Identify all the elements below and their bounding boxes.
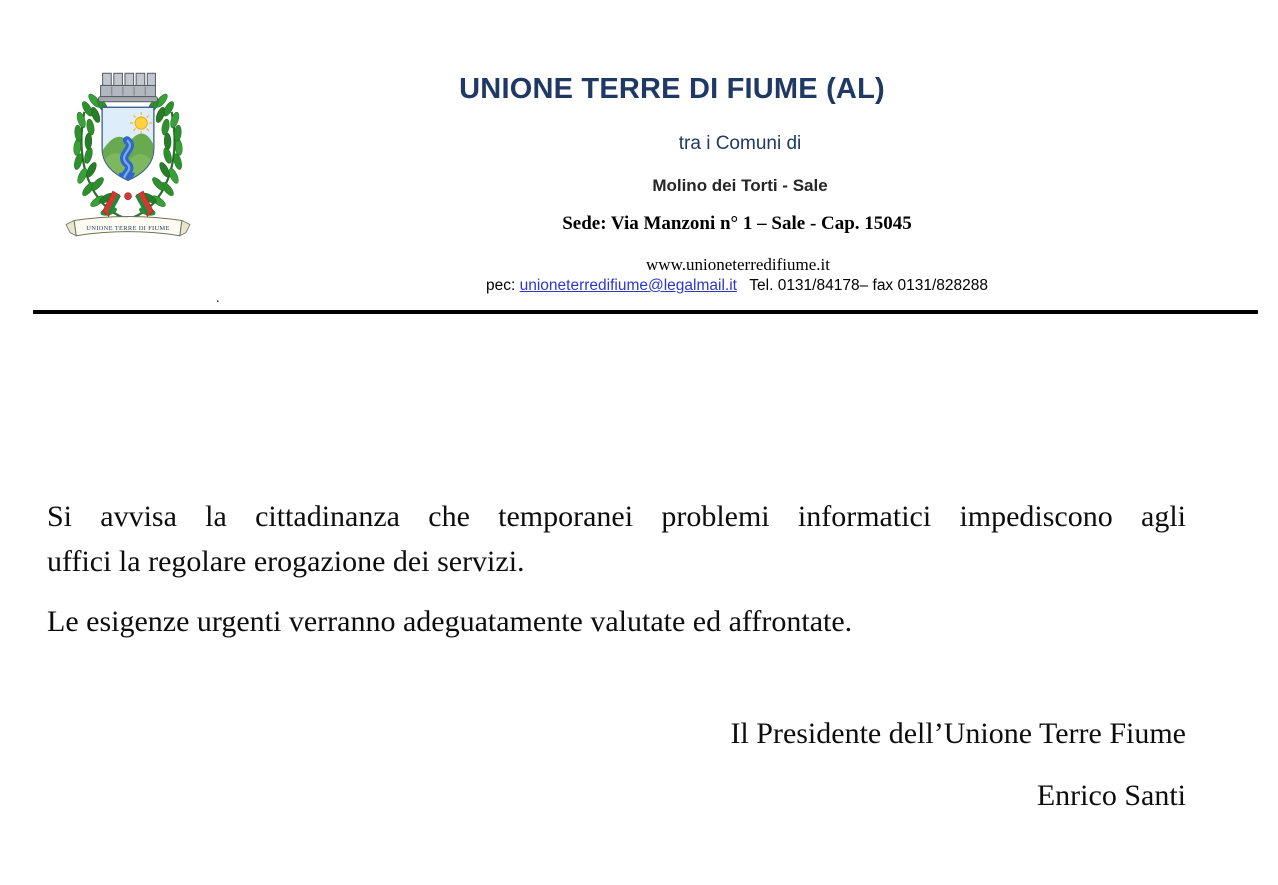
stray-dot: . — [216, 291, 220, 306]
pec-email-link[interactable]: unioneterredifiume@legalmail.it — [519, 277, 737, 294]
signature-name: Enrico Santi — [1036, 779, 1186, 812]
signature-title: Il Presidente dell’Unione Terre Fiume — [730, 717, 1186, 750]
pec-line — [237, 277, 1237, 295]
header-divider-rule — [33, 310, 1258, 314]
org-municipalities: Molino dei Torti - Sale — [652, 176, 828, 195]
notice-paragraph-1-line-1: Si avvisa la cittadinanza che temporanei problemi informatici impediscono agli — [47, 500, 1186, 533]
phone-fax: Tel. 0131/84178– fax 0131/828288 — [749, 277, 989, 294]
notice-paragraph-1-line-2: uffici la regolare erogazione dei servizi. — [47, 545, 525, 578]
pec-label: pec: — [485, 277, 516, 294]
org-title: UNIONE TERRE DI FIUME (AL) — [459, 73, 885, 105]
notice-paragraph-2: Le esigenze urgenti verranno adeguatamente valutate ed affrontate. — [47, 605, 853, 638]
mural-crown-icon — [99, 73, 158, 101]
org-address: Sede: Via Manzoni n° 1 – Sale - Cap. 15045 — [562, 213, 912, 234]
shield — [103, 108, 154, 187]
org-website: www.unioneterredifiume.it — [646, 255, 830, 274]
notice-paragraph-1 — [47, 494, 1186, 584]
org-subtitle: tra i Comuni di — [678, 133, 802, 154]
banner-scroll — [66, 216, 190, 235]
logo-banner-text: UNIONE TERRE DI FIUME — [86, 225, 170, 233]
